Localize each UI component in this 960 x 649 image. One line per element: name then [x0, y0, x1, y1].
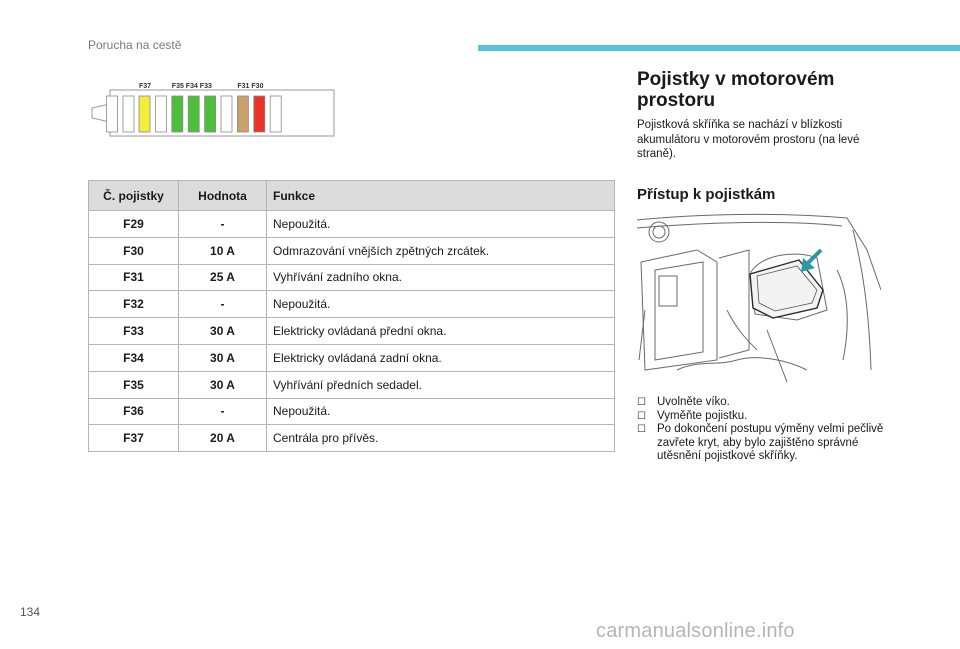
fuse-value: 25 A — [179, 264, 267, 291]
instruction-text: Po dokončení postupu výměny velmi pečlivě zavřete kryt, aby bylo zajištěno správné utěsnění pojistkové skříňky. — [657, 423, 884, 462]
fuse-value: 30 A — [179, 344, 267, 371]
subsection-title: Přístup k pojistkám — [637, 186, 776, 203]
fuse-number: F33 — [89, 318, 179, 345]
check-box-icon: ☐ — [637, 424, 646, 435]
fuse-function: Centrála pro přívěs. — [267, 425, 615, 452]
fuse-slot-f33 — [205, 96, 216, 132]
fuse-value: 30 A — [179, 371, 267, 398]
fuse-slot-f36 — [155, 96, 166, 132]
instruction-text: Vyměňte pojistku. — [657, 409, 748, 422]
fuse-function: Elektricky ovládaná zadní okna. — [267, 344, 615, 371]
fuse-number: F29 — [89, 211, 179, 238]
table-row — [89, 237, 615, 264]
page-header-title: Porucha na cestě — [88, 38, 182, 52]
header-accent-bar — [478, 45, 960, 51]
fuse-number: F35 — [89, 371, 179, 398]
fuse-value: - — [179, 291, 267, 318]
fuse-number: F32 — [89, 291, 179, 318]
fuse-slots — [107, 96, 282, 132]
table-row — [89, 211, 615, 238]
list-item — [637, 423, 897, 464]
fuse-table — [88, 180, 615, 452]
column-header-function: Funkce — [267, 181, 615, 211]
column-header-fuse-number: Č. pojistky — [89, 181, 179, 211]
fuse-label: F31 F30 — [237, 83, 264, 90]
fuse-slot-f30 — [254, 96, 265, 132]
fuse-function: Nepoužitá. — [267, 291, 615, 318]
fuse-labels — [139, 83, 264, 90]
section-intro: Pojistková skříňka se nachází v blízkosti akumulátoru v motorovém prostoru (na levé straně). — [637, 119, 860, 160]
fuse-function: Nepoužitá. — [267, 211, 615, 238]
table-row — [89, 398, 615, 425]
fuse-slot-blank — [123, 96, 134, 132]
fuse-function: Vyhřívání zadního okna. — [267, 264, 615, 291]
watermark: carmanualsonline.info — [596, 620, 795, 642]
instruction-list — [637, 396, 897, 464]
fuse-number: F36 — [89, 398, 179, 425]
fuse-value: - — [179, 398, 267, 425]
fuse-slot-blank — [107, 96, 118, 132]
column-header-value: Hodnota — [179, 181, 267, 211]
fuse-function: Vyhřívání předních sedadel. — [267, 371, 615, 398]
fuse-function: Nepoužitá. — [267, 398, 615, 425]
table-row — [89, 425, 615, 452]
list-item — [637, 396, 897, 410]
fuse-number: F34 — [89, 344, 179, 371]
fuse-value: 20 A — [179, 425, 267, 452]
check-box-icon: ☐ — [637, 397, 646, 408]
fuse-box-diagram — [88, 78, 348, 148]
fuse-value: 30 A — [179, 318, 267, 345]
fuse-label: F37 — [139, 83, 152, 90]
fuse-slot-f32 — [221, 96, 232, 132]
table-row — [89, 291, 615, 318]
fuse-number: F30 — [89, 237, 179, 264]
fuse-slot-f31 — [237, 96, 248, 132]
list-item — [637, 410, 897, 424]
fuse-number: F31 — [89, 264, 179, 291]
fuse-value: 10 A — [179, 237, 267, 264]
check-box-icon: ☐ — [637, 410, 646, 422]
section-title: Pojistky v motorovém prostoru — [637, 69, 835, 111]
engine-compartment-illustration — [637, 210, 881, 382]
fuse-slot-f35 — [172, 96, 183, 132]
table-row — [89, 264, 615, 291]
page-number: 134 — [20, 605, 41, 619]
fuse-number: F37 — [89, 425, 179, 452]
instruction-text: Uvolněte víko. — [657, 396, 730, 408]
fuse-slot-f29 — [270, 96, 281, 132]
fuse-slot-f34 — [188, 96, 199, 132]
fuse-function: Elektricky ovládaná přední okna. — [267, 318, 615, 345]
fuse-slot-f37 — [139, 96, 150, 132]
table-header-row — [89, 181, 615, 211]
fuse-value: - — [179, 211, 267, 238]
fuse-function: Odmrazování vnějších zpětných zrcátek. — [267, 237, 615, 264]
table-row — [89, 371, 615, 398]
fuse-label: F35 F34 F33 — [171, 83, 212, 90]
table-row — [89, 318, 615, 345]
table-row — [89, 344, 615, 371]
